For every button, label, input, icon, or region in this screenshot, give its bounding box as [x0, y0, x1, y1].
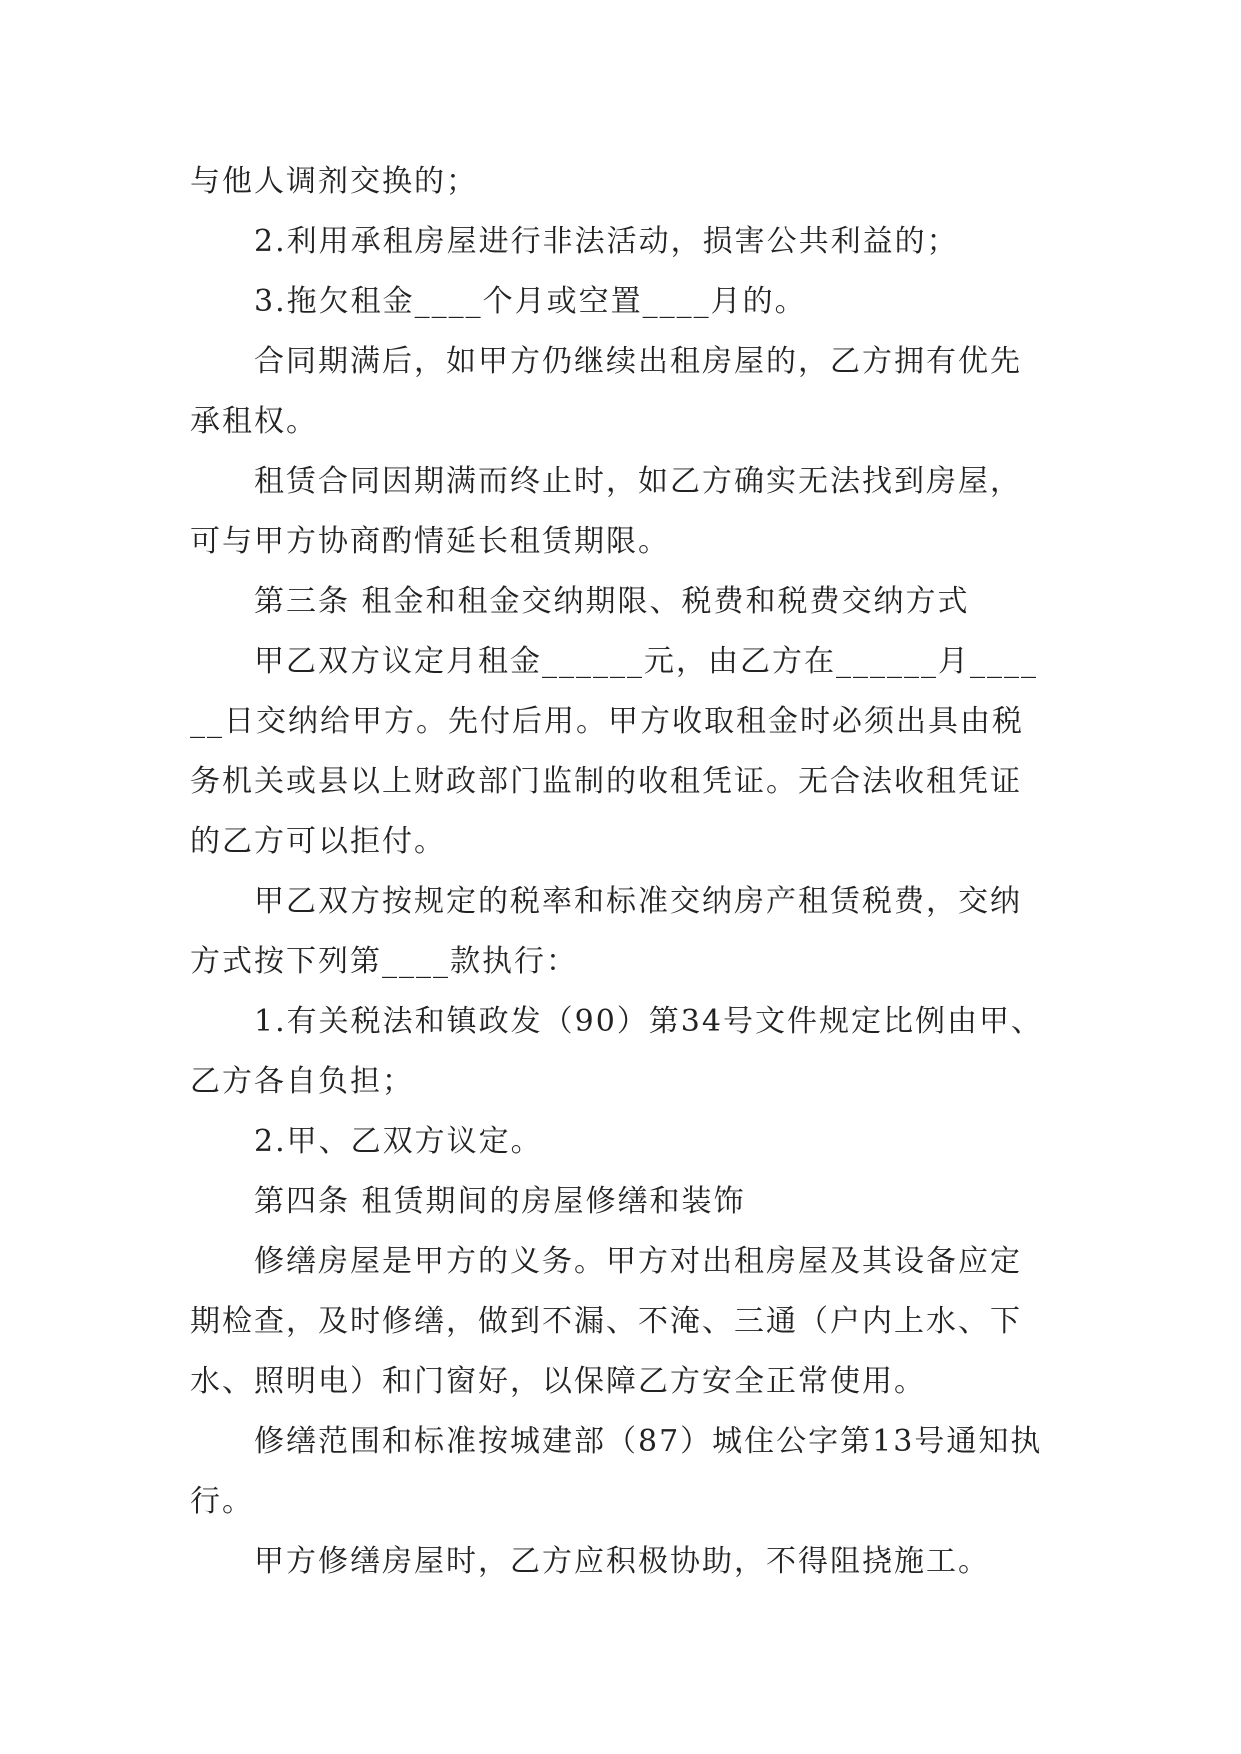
- paragraph-tax-option-1: 1.有关税法和镇政发（90）第34号文件规定比例由甲、乙方各自负担；: [190, 1004, 1043, 1099]
- document-body: [190, 152, 1050, 1592]
- paragraph-item-2: 2.利用承租房屋进行非法活动，损害公共利益的；: [254, 224, 959, 259]
- paragraph-repair-standard: 修缮范围和标准按城建部（87）城住公字第13号通知执行。: [190, 1424, 1043, 1519]
- paragraph-extension: 租赁合同因期满而终止时，如乙方确实无法找到房屋，可与甲方协商酌情延长租赁期限。: [190, 464, 1022, 559]
- paragraph-repair-cooperation: 甲方修缮房屋时，乙方应积极协助，不得阻挠施工。: [254, 1544, 990, 1579]
- paragraph-item-3: 3.拖欠租金____个月或空置____月的。: [254, 284, 807, 319]
- paragraph-tax-option-2: 2.甲、乙双方议定。: [254, 1124, 543, 1159]
- article-4-heading: 第四条 租赁期间的房屋修缮和装饰: [254, 1184, 746, 1219]
- paragraph-continuation: 与他人调剂交换的；: [190, 164, 478, 199]
- paragraph-repair-duty: 修缮房屋是甲方的义务。甲方对出租房屋及其设备应定期检查，及时修缮，做到不漏、不淹、三通（户内上水、下水、照明电）和门窗好，以保障乙方安全正常使用。: [190, 1244, 1022, 1399]
- paragraph-rent-payment: 甲乙双方议定月租金______元，由乙方在______月______日交纳给甲方。先付后用。甲方收取租金时必须出具由税务机关或县以上财政部门监制的收租凭证。无合法收租凭证的乙方可以拒付。: [190, 644, 1038, 859]
- paragraph-tax-payment: 甲乙双方按规定的税率和标准交纳房产租赁税费，交纳方式按下列第____款执行：: [190, 884, 1022, 979]
- article-3-heading: 第三条 租金和租金交纳期限、税费和税费交纳方式: [254, 584, 970, 619]
- paragraph-priority-rights: 合同期满后，如甲方仍继续出租房屋的，乙方拥有优先承租权。: [190, 344, 1022, 439]
